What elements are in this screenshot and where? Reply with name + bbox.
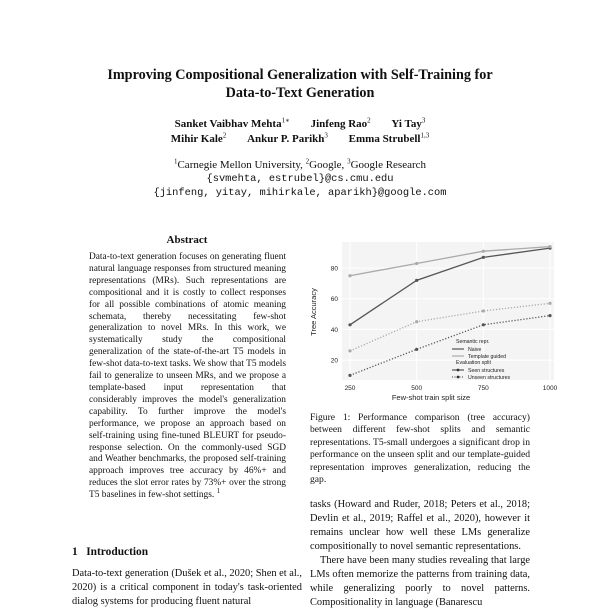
abstract-body: Data-to-text generation focuses on generating fluent natural language responses from structured meaning representations (MRs). Such representations are compositional and it is costly to collect responses for all possible combinations of atomic meaning schemata, thereby necessitating few-shot generalization to novel MRs. In this work, we systematically study the compositional generalization of the state-of-the-art T5 models in few-shot data-to-text tasks. We show that T5 models fail to generalize to unseen MRs, and we propose a template-based input representation that considerably improves the model's generalization capability. To further improve the model's performance, we propose an approach based on self-training using fine-tuned BLEURT for pseudo-response selection. On the commonly-used SGD and Weather benchmarks, the proposed self-training approach improves tree accuracy by 46%+ and reduces the slot error rates by 73%+ over the strong T5 baselines in few-shot settings. $^1$ bbox=[89, 252, 286, 501]
section-heading: 1 Introduction bbox=[72, 546, 149, 558]
author-list bbox=[0, 117, 600, 147]
data-point bbox=[415, 262, 418, 265]
author: Mihir Kale$^2$ bbox=[170, 131, 227, 145]
legend-naive: Naive bbox=[468, 347, 482, 353]
author-row-1 bbox=[0, 117, 600, 132]
right-paragraph-2: There have been many studies revealing that large LMs often memorize the patterns from training data, while generalizing poorly to novel patterns. Compositionality in language (Banarescu bbox=[310, 555, 530, 608]
x-tick-labels bbox=[345, 385, 558, 392]
x-tick-label: 250 bbox=[344, 385, 356, 392]
data-point bbox=[348, 349, 351, 352]
plot-background bbox=[342, 242, 554, 380]
data-point bbox=[415, 279, 418, 282]
y-tick-labels bbox=[331, 266, 339, 365]
data-point bbox=[482, 256, 485, 259]
email-line-2: {jinfeng, yitay, mihirkale, aparikh}@google.com bbox=[153, 187, 447, 199]
data-point bbox=[348, 374, 351, 377]
legend-seen: Seen structures bbox=[468, 368, 505, 374]
x-axis-label: Few-shot train split size bbox=[391, 393, 471, 402]
abstract-heading: Abstract bbox=[166, 234, 208, 246]
legend-unseen: Unseen structures bbox=[468, 375, 511, 381]
data-point bbox=[548, 302, 551, 305]
data-point bbox=[482, 250, 485, 253]
author: Yi Tay$^3$ bbox=[391, 116, 426, 130]
data-point bbox=[348, 323, 351, 326]
email-line-1: {svmehta, estrubel}@cs.cmu.edu bbox=[206, 173, 394, 185]
y-tick-label: 20 bbox=[330, 357, 338, 365]
data-point bbox=[415, 348, 418, 351]
right-column-text bbox=[310, 498, 530, 610]
x-tick-label: 750 bbox=[477, 385, 489, 392]
data-point bbox=[482, 309, 485, 312]
y-tick-label: 60 bbox=[330, 296, 338, 304]
data-point bbox=[548, 245, 551, 248]
chart-grid bbox=[342, 242, 554, 380]
author-row-2 bbox=[0, 132, 600, 147]
legend-title-semantic: Semantic repr. bbox=[456, 339, 490, 345]
right-paragraph-1: tasks (Howard and Ruder, 2018; Peters et al., 2018; Devlin et al., 2019; Raffel et al., 2020), however it remains unclear how well these LMs generalize compositionally to novel semantic representations. bbox=[310, 499, 530, 552]
data-point bbox=[482, 323, 485, 326]
paper-title bbox=[0, 66, 600, 102]
x-tick-label: 500 bbox=[411, 385, 423, 392]
legend-marker-unseen bbox=[457, 376, 460, 379]
x-tick-label: 1000 bbox=[542, 385, 558, 392]
data-point bbox=[348, 274, 351, 277]
legend-template-guided: Template guided bbox=[468, 354, 507, 360]
author: Ankur P. Parikh$^3$ bbox=[247, 131, 328, 145]
legend-title-split: Evaluation split bbox=[456, 360, 491, 366]
author: Sanket Vaibhav Mehta$^{1∗}$ bbox=[174, 116, 290, 130]
intro-paragraph: Data-to-text generation (Dušek et al., 2020; Shen et al., 2020) is a critical component in today's task-oriented dialog systems for producing fluent natural bbox=[72, 568, 302, 607]
legend-marker-seen bbox=[457, 369, 460, 372]
title-line-1: Improving Compositional Generalization with Self-Training for bbox=[107, 67, 493, 83]
data-point bbox=[415, 320, 418, 323]
figure-caption: Figure 1: Performance comparison (tree accuracy) between different few-shot splits and semantic representations. T5-small undergoes a significant drop in performance on the unseen split and our template-guided representation improves generalization, reducing the gap. bbox=[310, 412, 530, 486]
affiliation-line: $^1$Carnegie Mellon University, $^2$Google, $^3$Google Research bbox=[173, 157, 427, 171]
author: Emma Strubell$^{1,3}$ bbox=[348, 131, 430, 145]
y-tick-label: 80 bbox=[330, 265, 338, 273]
footnote-marker: 1 bbox=[216, 487, 221, 495]
y-axis-label: Tree Accuracy bbox=[309, 288, 318, 336]
data-point bbox=[548, 314, 551, 317]
figure-1-chart bbox=[306, 240, 562, 405]
affiliations bbox=[0, 158, 600, 200]
title-line-2: Data-to-Text Generation bbox=[225, 85, 375, 101]
author: Jinfeng Rao$^2$ bbox=[310, 116, 371, 130]
y-tick-label: 40 bbox=[330, 326, 338, 334]
